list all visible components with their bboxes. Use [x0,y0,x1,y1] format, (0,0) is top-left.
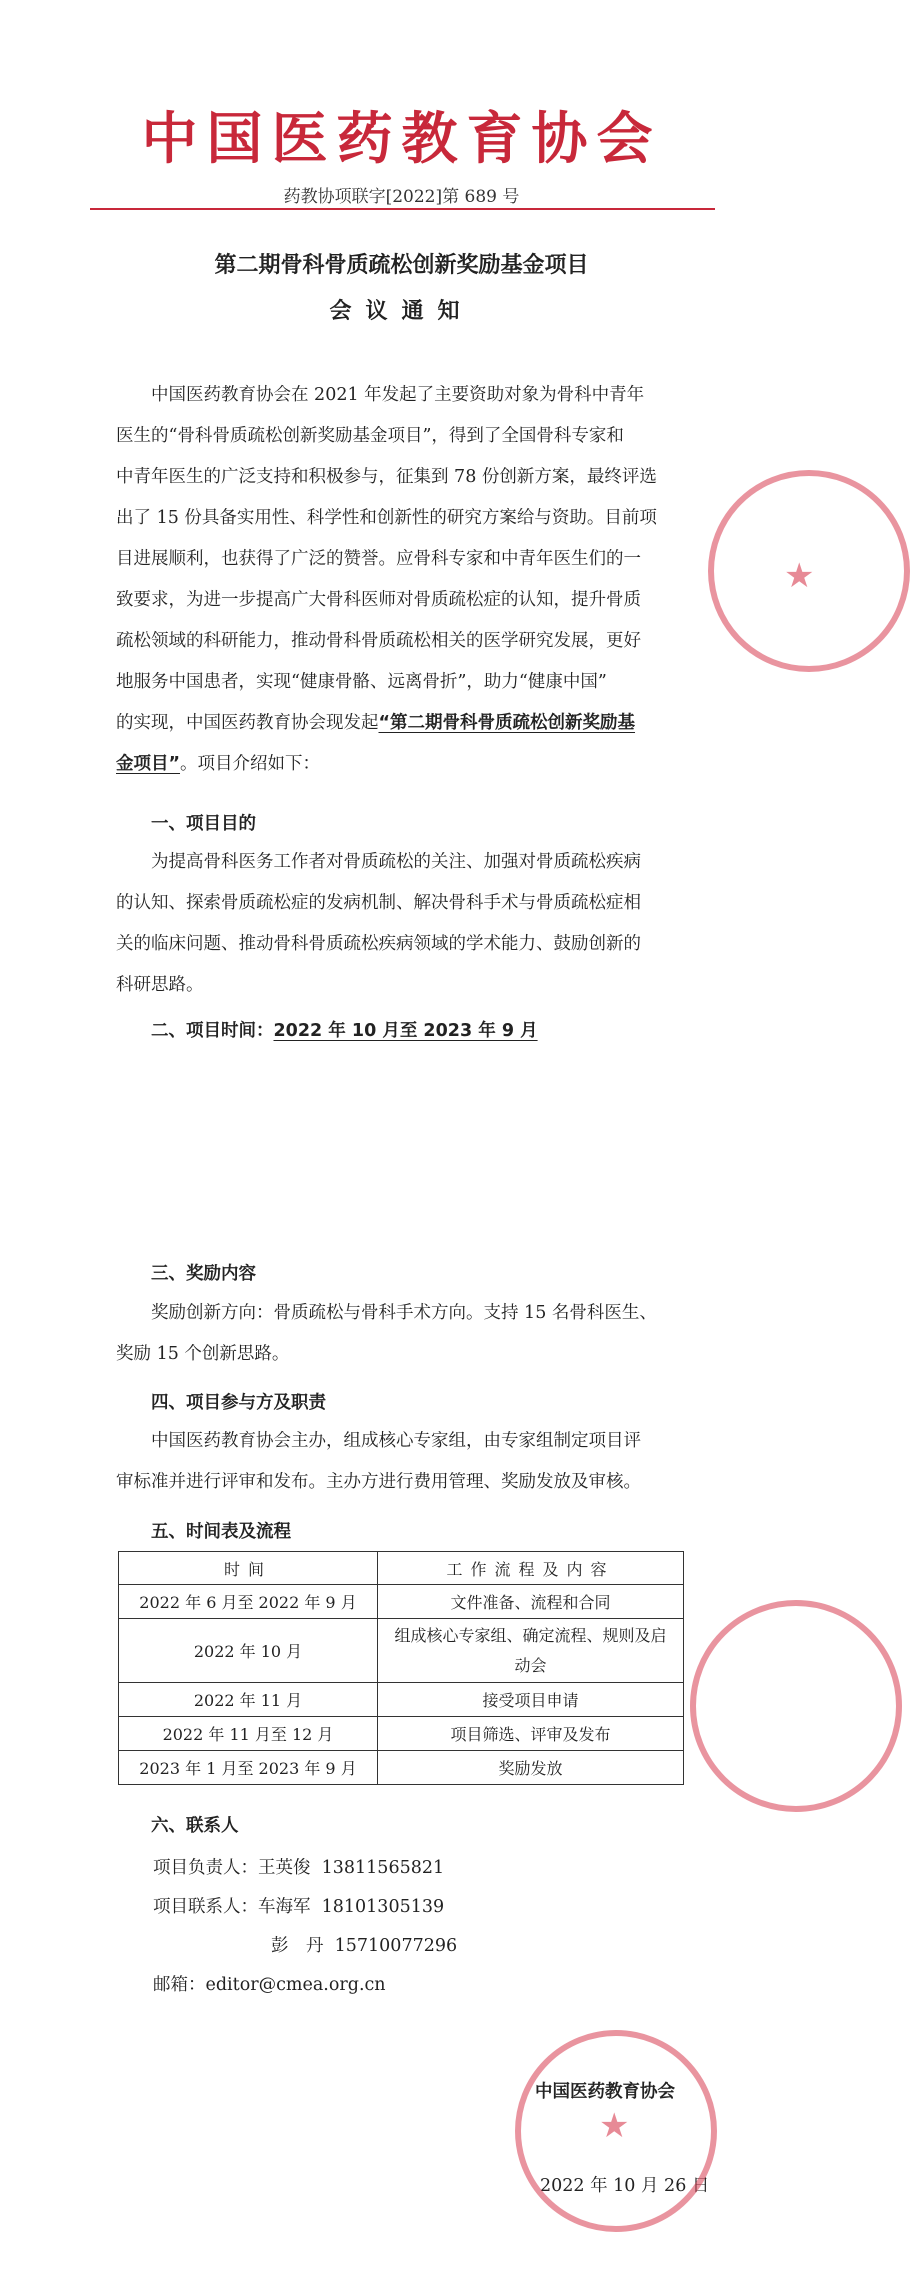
document-number: 药教协项联字[2022]第 689 号 [283,187,520,207]
project-name-highlight: “第二期骨科骨质疏松创新奖励基 [378,713,636,733]
reward-paragraph [116,1293,702,1375]
intro-line: 疏松领域的科研能力，推动骨科骨质疏松相关的医学研究发展，更好 [116,631,641,651]
contact-label: 项目联系人： [153,1897,258,1917]
contact-person-2 [271,1932,457,1957]
section-reward-heading: 三、奖励内容 [151,1264,256,1284]
contact-2-name: 彭 丹 [271,1936,324,1956]
purpose-line: 为提高骨科医务工作者对骨质疏松的关注、加强对骨质疏松疾病 [151,852,641,872]
doc-subtitle: 会议通知 [329,299,474,324]
row-time: 2022 年 6 月至 2022 年 9 月 [119,1585,378,1619]
seal-stamp-upper [708,470,910,672]
col-header-work: 工作流程及内容 [378,1552,684,1585]
contact-lead-label: 项目负责人： [153,1858,258,1878]
signature-date: 2022 年 10 月 26 日 [540,2176,710,2196]
header-divider [90,208,715,210]
intro-line: 中国医药教育协会在 2021 年发起了主要资助对象为骨科中青年 [151,385,645,405]
schedule-table [118,1551,684,1785]
parties-paragraph [116,1421,702,1503]
org-name-header: 中国医药教育协会 [141,107,662,172]
seal-star-icon: ★ [784,556,815,596]
reward-line: 奖励 15 个创新思路。 [116,1344,290,1364]
contact-1-name: 车海军 [258,1897,311,1917]
row-work: 组成核心专家组、确定流程、规则及启动会 [378,1619,684,1683]
section-contact-heading: 六、联系人 [151,1816,239,1836]
section-parties-heading: 四、项目参与方及职责 [151,1393,326,1413]
section-schedule-heading: 五、时间表及流程 [151,1522,291,1542]
project-time-value: 2022 年 10 月至 2023 年 9 月 [273,1021,538,1041]
intro-line: 中青年医生的广泛支持和积极参与，征集到 78 份创新方案，最终评选 [116,467,657,487]
intro-paragraph [116,375,702,785]
intro-line [116,744,702,785]
intro-line: 致要求，为进一步提高广大骨科医师对骨质疏松症的认知，提升骨质 [116,590,641,610]
reward-line: 奖励创新方向：骨质疏松与骨科手术方向。支持 15 名骨科医生、 [151,1303,657,1323]
table-header-row [119,1552,684,1585]
intro-line: 医生的“骨科骨质疏松创新奖励基金项目”，得到了全国骨科专家和 [116,426,624,446]
row-time: 2022 年 11 月 [119,1683,378,1717]
project-name-highlight: 金项目” [116,754,181,774]
email-label: 邮箱： [153,1975,206,1995]
seal-star-icon: ★ [599,2106,630,2146]
contact-lead-name: 王英俊 [258,1858,311,1878]
row-time: 2022 年 10 月 [119,1619,378,1683]
contact-2-phone: 15710077296 [334,1936,458,1956]
seal-stamp-signature [515,2030,717,2232]
table-row [119,1751,684,1785]
contact-lead [153,1854,444,1879]
contact-lead-phone: 13811565821 [321,1858,445,1878]
row-work: 项目筛选、评审及发布 [378,1717,684,1751]
email-address: editor@cmea.org.cn [205,1975,386,1995]
intro-line-text: 。项目介绍如下： [180,754,321,774]
row-time: 2023 年 1 月至 2023 年 9 月 [119,1751,378,1785]
intro-line [116,703,702,744]
table-row [119,1619,684,1683]
purpose-line: 关的临床问题、推动骨科骨质疏松疾病领域的学术能力、鼓励创新的 [116,934,641,954]
parties-line: 中国医药教育协会主办，组成核心专家组，由专家组制定项目评 [151,1431,641,1451]
table-row [119,1717,684,1751]
table-row [119,1683,684,1717]
col-header-time: 时间 [119,1552,378,1585]
intro-line: 地服务中国患者，实现“健康骨骼、远离骨折”，助力“健康中国” [116,672,607,692]
contact-person-1 [153,1893,444,1918]
section-time-heading: 二、项目时间： [151,1021,274,1041]
doc-title: 第二期骨科骨质疏松创新奖励基金项目 [214,253,589,278]
intro-line-text: 的实现，中国医药教育协会现发起 [116,713,379,733]
seal-stamp-middle [690,1600,902,1812]
contact-email [153,1971,386,1996]
signature-org: 中国医药教育协会 [535,2082,675,2102]
row-work: 接受项目申请 [378,1683,684,1717]
parties-line: 审标准并进行评审和发布。主办方进行费用管理、奖励发放及审核。 [116,1472,641,1492]
section-time [151,1017,538,1042]
intro-line: 目进展顺利，也获得了广泛的赞誉。应骨科专家和中青年医生们的一 [116,549,641,569]
table-row [119,1585,684,1619]
purpose-line: 科研思路。 [116,975,204,995]
purpose-line: 的认知、探索骨质疏松症的发病机制、解决骨科手术与骨质疏松症相 [116,893,641,913]
intro-line: 出了 15 份具备实用性、科学性和创新性的研究方案给与资助。目前项 [116,508,657,528]
purpose-paragraph [116,842,702,1006]
row-work: 奖励发放 [378,1751,684,1785]
row-time: 2022 年 11 月至 12 月 [119,1717,378,1751]
section-purpose-heading: 一、项目目的 [151,814,256,834]
row-work: 文件准备、流程和合同 [378,1585,684,1619]
contact-1-phone: 18101305139 [321,1897,445,1917]
